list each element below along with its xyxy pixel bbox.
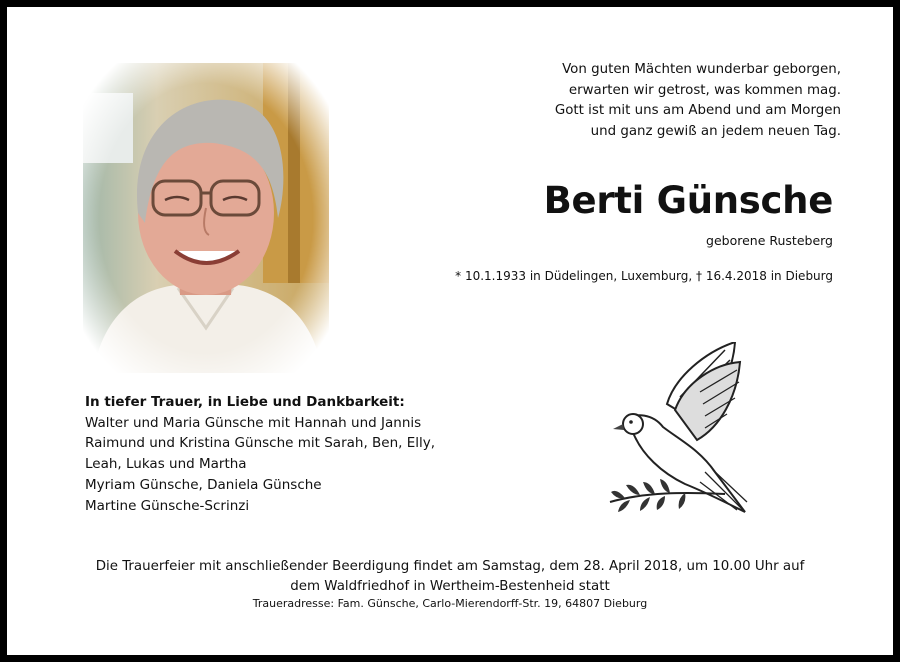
birth-name: geborene Rusteberg [706, 233, 833, 248]
mourning-address: Traueradresse: Fam. Günsche, Carlo-Mierendorff-Str. 19, 64807 Dieburg [252, 597, 648, 610]
deceased-name: Berti Günsche [543, 179, 833, 222]
mourner-line: Raimund und Kristina Günsche mit Sarah, Ben, Elly, [85, 435, 436, 452]
funeral-notice [7, 557, 893, 596]
mourners-heading: In tiefer Trauer, in Liebe und Dankbarkeit: [85, 394, 405, 410]
life-dates: * 10.1.1933 in Düdelingen, Luxemburg, † 16.4.2018 in Dieburg [455, 269, 833, 283]
funeral-line: Die Trauerfeier mit anschließender Beerdigung findet am Samstag, dem 28. April 2018, um 10.00 Uhr auf [95, 559, 805, 574]
portrait-photo [83, 63, 329, 373]
poem-line: und ganz gewiß an jedem neuen Tag. [590, 123, 841, 139]
mourners-list [85, 392, 435, 516]
mourner-line: Walter und Maria Günsche mit Hannah und Jannis [85, 414, 422, 431]
poem [441, 60, 841, 142]
poem-line: Gott ist mit uns am Abend und am Morgen [554, 103, 841, 118]
mourner-line: Martine Günsche-Scrinzi [85, 497, 250, 514]
funeral-line: dem Waldfriedhof in Wertheim-Bestenheid statt [290, 578, 610, 594]
mourner-line: Leah, Lukas und Martha [85, 456, 247, 473]
mourner-line: Myriam Günsche, Daniela Günsche [85, 476, 322, 493]
poem-line: Von guten Mächten wunderbar geborgen, [562, 62, 841, 77]
dove-with-olive-branch-icon [605, 342, 755, 522]
poem-line: erwarten wir getrost, was kommen mag. [568, 82, 841, 98]
obituary-card [7, 7, 893, 655]
